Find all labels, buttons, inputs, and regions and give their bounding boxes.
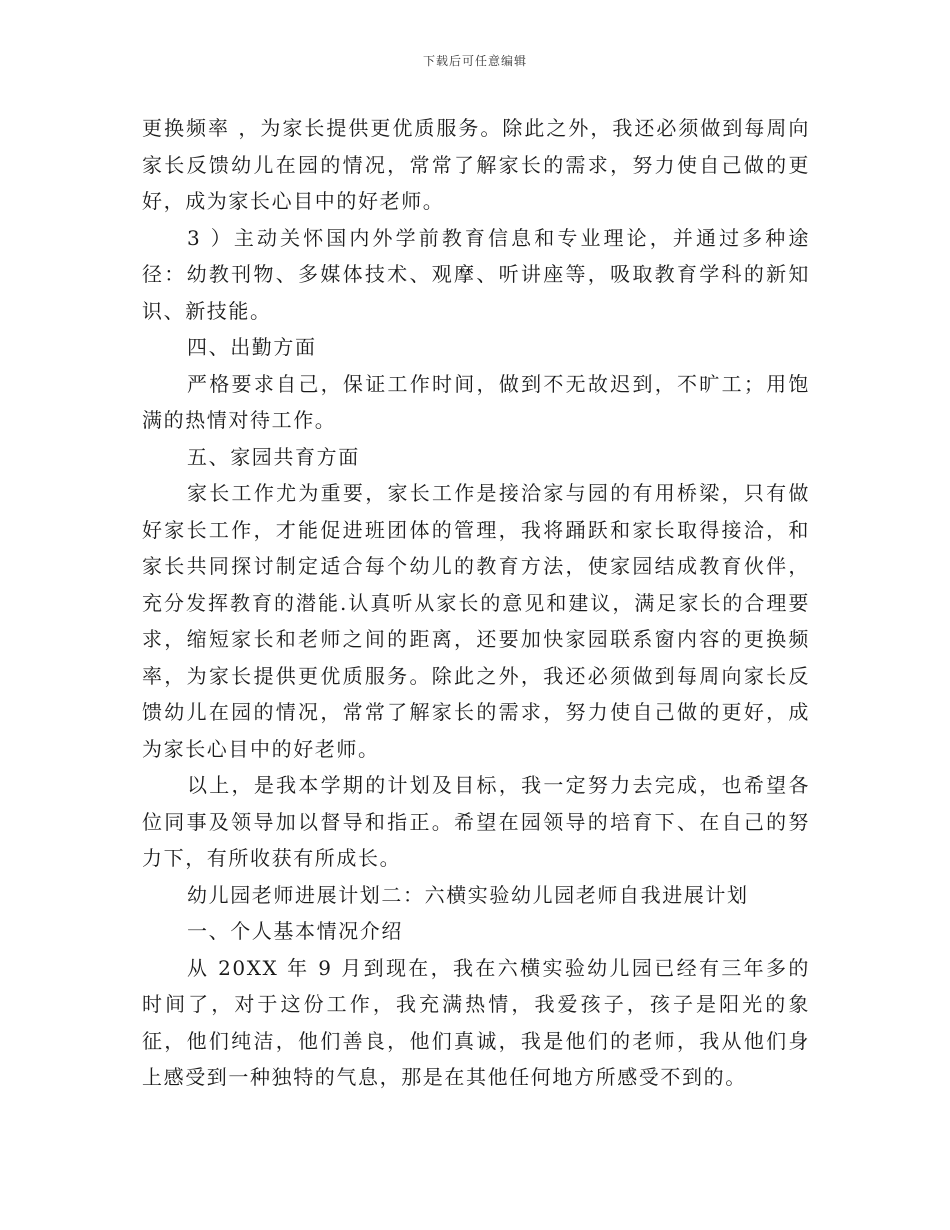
page-header-note: 下载后可任意编辑 xyxy=(422,54,527,68)
paragraph: 更换频率 ，为家长提供更优质服务。除此之外，我还必须做到每周向家长反馈幼儿在园的情况，常常了解家长的需求，努力使自己做的更好，成为家长心目中的好老师。 xyxy=(142,116,810,213)
paragraph: 家长工作尤为重要，家长工作是接洽家与园的有用桥梁，只有做好家长工作，才能促进班团体的管理，我将踊跃和家长取得接洽，和家长共同探讨制定适合每个幼儿的教育方法，使家园结成教育伙伴，充分发挥教育的潜能.认真听从家长的意见和建议，满足家长的合理要求，缩短家长和老师之间的距离，还要加快家园联系窗内容的更换频率，为家长提供更优质服务。除此之外，我还必须做到每周向家长反馈幼儿在园的情况，常常了解家长的需求，努力使自己做的更好，成为家长心目中的好老师。 xyxy=(142,481,810,761)
document-body xyxy=(142,110,810,1096)
section-heading: 四、出勤方面 xyxy=(187,335,317,359)
paragraph: 严格要求自己，保证工作时间，做到不无故迟到，不旷工；用饱满的热情对待工作。 xyxy=(142,371,810,432)
paragraph: 3 ）主动关怀国内外学前教育信息和专业理论，并通过多种途径：幼教刊物、多媒体技术、观摩、听讲座等，吸取教育学科的新知识、新技能。 xyxy=(142,225,810,323)
section-heading: 五、家园共育方面 xyxy=(187,444,360,469)
document-subtitle: 幼儿园老师进展计划二：六横实验幼儿园老师自我进展计划 xyxy=(187,882,749,907)
section-heading: 一、个人基本情况介绍 xyxy=(187,919,403,943)
paragraph: 以上，是我本学期的计划及目标，我一定努力去完成，也希望各位同事及领导加以督导和指正。希望在园领导的培育下、在自己的努力下，有所收获有所成长。 xyxy=(142,773,810,870)
paragraph: 从 20XX 年 9 月到现在，我在六横实验幼儿园已经有三年多的时间了，对于这份工作，我充满热情，我爱孩子，孩子是阳光的象征，他们纯洁，他们善良，他们真诚，我是他们的老师，我从他们身上感受到一种独特的气息，那是在其他任何地方所感受不到的。 xyxy=(142,955,810,1089)
